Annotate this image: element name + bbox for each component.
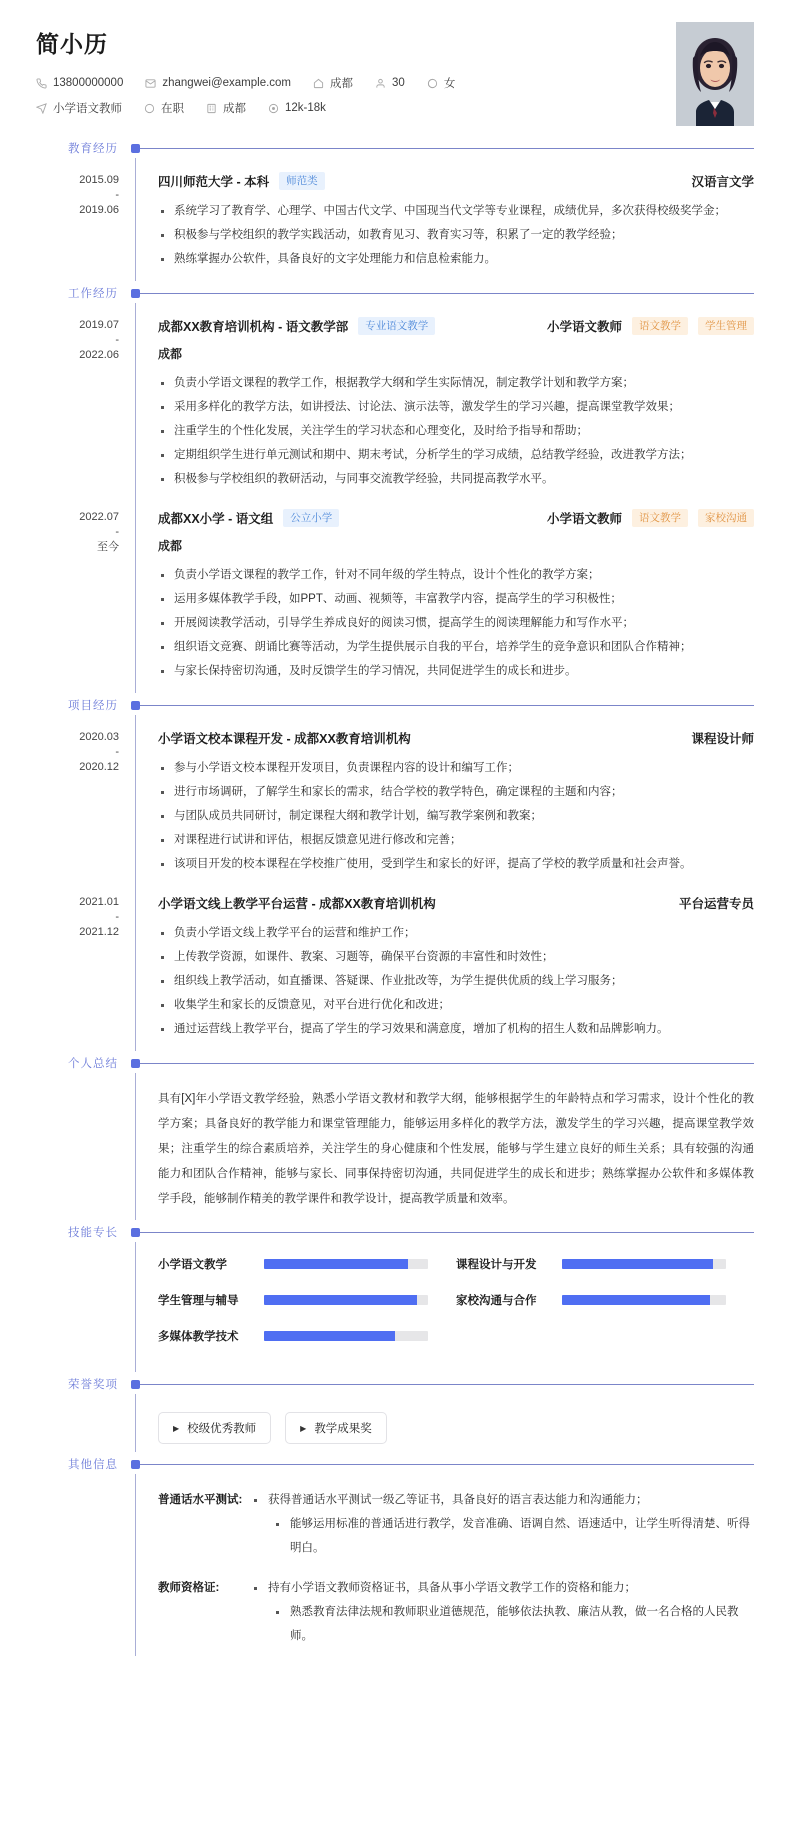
- section-education-head: [68, 140, 794, 158]
- section-work-body: [79, 303, 794, 693]
- entry-bullets: [158, 199, 754, 271]
- contact-city: [313, 75, 353, 91]
- entry-location: 成都: [158, 347, 183, 361]
- honor-chip[interactable]: [285, 1412, 387, 1444]
- entry-head-right: [691, 729, 754, 747]
- other-info-body: [250, 1576, 754, 1648]
- honor-chip[interactable]: [158, 1412, 271, 1444]
- entry-role: 平台运营专员: [678, 897, 754, 911]
- other-info-label: 普通话水平测试:: [158, 1494, 243, 1506]
- section-education-label: 教育经历: [68, 143, 118, 155]
- entry-title: 成都XX教育培训机构 - 语文教学部: [158, 320, 349, 334]
- honor-list: [158, 1408, 754, 1444]
- entry-tag: 专业语文教学: [358, 317, 435, 335]
- entry-location: 成都: [158, 539, 183, 553]
- work-entry: [79, 317, 754, 491]
- contact-email: [145, 77, 291, 89]
- other-info-body: [250, 1488, 754, 1560]
- entry-head: [158, 509, 754, 527]
- bullet-item: 与家长保持密切沟通，及时反馈学生的学习情况，共同促进学生的成长和进步。: [158, 659, 754, 683]
- mail-icon: [145, 78, 156, 89]
- bullet-item: 获得普通话水平测试一级乙等证书，具备良好的语言表达能力和沟通能力；: [250, 1488, 754, 1512]
- entry-head-left: [158, 317, 435, 335]
- skill-label: 家校沟通与合作: [456, 1295, 537, 1307]
- bullet-item: 负责小学语文课程的教学工作，根据教学大纲和学生实际情况，制定教学计划和教学方案；: [158, 371, 754, 395]
- entry-tag: 公立小学: [283, 509, 339, 527]
- entry-head-right: [547, 317, 754, 335]
- entry-bullets: [158, 756, 754, 876]
- skill-label: 学生管理与辅导: [158, 1295, 239, 1307]
- building-icon: [206, 103, 217, 114]
- section-honors-label: 荣誉奖项: [68, 1379, 118, 1391]
- contact-city-text: 成都: [330, 78, 354, 90]
- bullet-item: 组织线上教学活动，如直播课、答疑课、作业批改等，为学生提供优质的线上学习服务；: [158, 969, 754, 993]
- job-intent-text: 小学语文教师: [53, 103, 122, 115]
- entry-head-right: [679, 894, 754, 912]
- skill-progress-fill: [264, 1295, 417, 1305]
- bullet-item: 上传教学资源，如课件、教案、习题等，确保平台资源的丰富性和时效性；: [158, 945, 754, 969]
- skill-progress-track: [264, 1331, 428, 1341]
- section-divider: [135, 1384, 754, 1385]
- project-entry: [79, 894, 754, 1041]
- skill-progress-track: [562, 1295, 726, 1305]
- bullet-item: 系统学习了教育学、心理学、中国古代文学、中国现当代文学等专业课程，成绩优异，多次获得校级奖学金；: [158, 199, 754, 223]
- user-icon: [375, 78, 386, 89]
- section-other-label: 其他信息: [68, 1459, 118, 1471]
- bullet-item: 开展阅读教学活动，引导学生养成良好的阅读习惯，提高学生的阅读理解能力和写作水平；: [158, 611, 754, 635]
- bullet-item: 收集学生和家长的反馈意见，对平台进行优化和改进；: [158, 993, 754, 1017]
- bullet-item: 持有小学语文教师资格证书，具备从事小学语文教学工作的资格和能力；: [250, 1576, 754, 1600]
- section-divider: [135, 1464, 754, 1465]
- section-divider: [135, 1232, 754, 1233]
- section-projects: [0, 697, 794, 1051]
- entry-role: 小学语文教师: [546, 320, 622, 334]
- skill-progress-track: [562, 1259, 726, 1269]
- entry-major: 汉语言文学: [691, 175, 754, 189]
- section-marker-icon: [131, 289, 140, 298]
- section-marker-icon: [131, 1059, 140, 1068]
- entry-bullets: [158, 921, 754, 1041]
- entry-head-left: [158, 509, 339, 527]
- section-marker-icon: [131, 144, 140, 153]
- phone-icon: [36, 78, 47, 89]
- bullet-item: 熟练掌握办公软件，具备良好的文字处理能力和信息检索能力。: [158, 247, 754, 271]
- section-marker-icon: [131, 1460, 140, 1469]
- section-education: [0, 140, 794, 281]
- entry-head-left: [158, 894, 436, 912]
- contact-age: [375, 77, 405, 89]
- contact-gender-text: 女: [443, 78, 456, 90]
- section-divider: [135, 1063, 754, 1064]
- other-info-item: [158, 1576, 754, 1648]
- skill-item: [456, 1292, 754, 1308]
- bullet-item: 进行市场调研，了解学生和家长的需求，结合学校的教学特色，确定课程的主题和内容；: [158, 780, 754, 804]
- section-skills: [0, 1224, 794, 1372]
- entry-title: 小学语文校本课程开发 - 成都XX教育培训机构: [158, 732, 411, 746]
- entry-skill-tag: 语文教学: [632, 317, 688, 335]
- avatar-photo: [676, 22, 754, 126]
- bullet-item: 运用多媒体教学手段，如PPT、动画、视频等，丰富教学内容，提高学生的学习积极性；: [158, 587, 754, 611]
- section-divider: [135, 293, 754, 294]
- entry-title: 四川师范大学 - 本科: [158, 175, 270, 189]
- entry-role: 课程设计师: [691, 732, 754, 746]
- salary-text: 12k-18k: [285, 102, 326, 114]
- resume-header: [0, 0, 794, 136]
- section-divider: [135, 705, 754, 706]
- entry-dates: 2019.07 - 2022.06: [79, 319, 119, 361]
- salary-icon: [268, 103, 279, 114]
- other-info-label: 教师资格证:: [158, 1582, 220, 1594]
- bullet-item: 定期组织学生进行单元测试和期中、期末考试，分析学生的学习成绩，总结教学经验，改进教学方法；: [158, 443, 754, 467]
- section-projects-body: [79, 715, 794, 1051]
- skill-item: [456, 1256, 754, 1272]
- bullet-item: 组织语文竞赛、朗诵比赛等活动，为学生提供展示自我的平台，培养学生的竞争意识和团队合作精神；: [158, 635, 754, 659]
- entry-head: [158, 729, 754, 747]
- section-marker-icon: [131, 701, 140, 710]
- entry-bullets: [158, 563, 754, 683]
- section-summary-label: 个人总结: [68, 1058, 118, 1070]
- bullet-item: 该项目开发的校本课程在学校推广使用，受到学生和家长的好评，提高了学校的教学质量和社会声誉。: [158, 852, 754, 876]
- section-marker-icon: [131, 1228, 140, 1237]
- page-title: 简小历: [36, 31, 108, 57]
- entry-head-left: [158, 172, 325, 190]
- honor-label: 教学成果奖: [314, 1423, 372, 1435]
- section-projects-head: [68, 697, 794, 715]
- section-summary: [0, 1055, 794, 1220]
- other-info-item: [158, 1488, 754, 1560]
- entry-head-right: [547, 509, 754, 527]
- section-summary-body: [135, 1073, 794, 1220]
- bullet-item: 积极参与学校组织的教研活动，与同事交流教学经验，共同提高教学水平。: [158, 467, 754, 491]
- skills-grid: [158, 1256, 754, 1364]
- section-divider: [135, 148, 754, 149]
- entry-dates: 2021.01 - 2021.12: [79, 896, 119, 938]
- job-status: [144, 100, 184, 116]
- project-entry: [79, 729, 754, 876]
- bullet-item: 参与小学语文校本课程开发项目，负责课程内容的设计和编写工作；: [158, 756, 754, 780]
- skill-label: 小学语文教学: [158, 1259, 227, 1271]
- education-entry: [79, 172, 754, 271]
- bullet-item: 负责小学语文线上教学平台的运营和维护工作；: [158, 921, 754, 945]
- skill-progress-track: [264, 1295, 428, 1305]
- contact-email-text: zhangwei@example.com: [162, 77, 292, 89]
- section-skills-head: [68, 1224, 794, 1242]
- section-honors-body: [135, 1394, 794, 1452]
- section-projects-label: 项目经历: [68, 700, 118, 712]
- bullet-item: 与团队成员共同研讨，制定课程大纲和教学计划，编写教学案例和教案；: [158, 804, 754, 828]
- entry-dates: 2015.09 - 2019.06: [79, 174, 119, 216]
- section-work: [0, 285, 794, 693]
- section-other-body: [135, 1474, 794, 1656]
- entry-title: 成都XX小学 - 语文组: [158, 512, 274, 526]
- job-status-text: 在职: [161, 103, 184, 115]
- contact-gender: [427, 75, 456, 91]
- section-honors: [0, 1376, 794, 1452]
- send-icon: [36, 103, 47, 114]
- skill-label: 课程设计与开发: [456, 1259, 537, 1271]
- entry-tag: 师范类: [279, 172, 325, 190]
- section-skills-label: 技能专长: [68, 1227, 118, 1239]
- caret-right-icon: ▶: [173, 1423, 180, 1433]
- bullet-item: 能够运用标准的普通话进行教学，发音准确、语调自然、语速适中，让学生听得清楚、听得明白。: [250, 1512, 754, 1560]
- skill-label: 多媒体教学技术: [158, 1331, 239, 1343]
- header-left: [36, 22, 676, 125]
- section-marker-icon: [131, 1380, 140, 1389]
- entry-head-right: [691, 172, 754, 190]
- section-other-head: [68, 1456, 794, 1474]
- skill-progress-track: [264, 1259, 428, 1269]
- section-education-body: [79, 158, 794, 281]
- job-city: [206, 100, 246, 116]
- gender-icon: [427, 78, 438, 89]
- bullet-item: 负责小学语文课程的教学工作，针对不同年级的学生特点，设计个性化的教学方案；: [158, 563, 754, 587]
- summary-text: 具有[X]年小学语文教学经验，熟悉小学语文教材和教学大纲，能够根据学生的年龄特点和学习需求，设计个性化的教学方案；具备良好的教学能力和课堂管理能力，能够运用多样化的教学方法，激发学生的学习兴趣，提高课堂教学效果；注重学生的综合素质培养，关注学生的身心健康和个性发展，能够与学生建立良好的师生关系；具有较强的沟通能力和团队合作精神，能够与家长、同事保持密切沟通，共同促进学生的成长和进步；熟练掌握办公软件和多媒体教学手段，能够制作精美的教学课件和教学设计，提高教学质量和效率。: [158, 1093, 754, 1205]
- section-skills-body: [135, 1242, 794, 1372]
- entry-role: 小学语文教师: [546, 512, 622, 526]
- skill-item: [158, 1328, 456, 1344]
- bullet-item: 采用多样化的教学方法，如讲授法、讨论法、演示法等，激发学生的学习兴趣，提高课堂教学效果；: [158, 395, 754, 419]
- honor-label: 校级优秀教师: [187, 1423, 257, 1435]
- section-summary-head: [68, 1055, 794, 1073]
- job-city-text: 成都: [223, 103, 246, 115]
- contact-phone: [36, 77, 123, 89]
- work-entry: [79, 509, 754, 683]
- bullet-item: 熟悉教育法律法规和教师职业道德规范，能够依法执教、廉洁从教，做一名合格的人民教师。: [250, 1600, 754, 1648]
- entry-skill-tag: 家校沟通: [698, 509, 754, 527]
- bullet-item: 通过运营线上教学平台，提高了学生的学习效果和满意度，增加了机构的招生人数和品牌影响力。: [158, 1017, 754, 1041]
- bullet-item: 对课程进行试讲和评估，根据反馈意见进行修改和完善；: [158, 828, 754, 852]
- entry-dates: 2022.07 - 至今: [79, 511, 119, 553]
- section-honors-head: [68, 1376, 794, 1394]
- entry-head: [158, 894, 754, 912]
- bullet-item: 注重学生的个性化发展，关注学生的学习状态和心理变化，及时给予指导和帮助；: [158, 419, 754, 443]
- entry-skill-tag: 学生管理: [698, 317, 754, 335]
- avatar: [676, 22, 754, 126]
- section-other: [0, 1456, 794, 1656]
- entry-bullets: [158, 371, 754, 491]
- entry-head: [158, 317, 754, 335]
- bullet-item: 积极参与学校组织的教学实践活动，如教育见习、教育实习等，积累了一定的教学经验；: [158, 223, 754, 247]
- skill-progress-fill: [264, 1259, 408, 1269]
- entry-title: 小学语文线上教学平台运营 - 成都XX教育培训机构: [158, 897, 436, 911]
- caret-right-icon: ▶: [300, 1423, 307, 1433]
- section-work-label: 工作经历: [68, 288, 118, 300]
- contact-row-1: [36, 75, 676, 91]
- skill-item: [158, 1256, 456, 1272]
- home-icon: [313, 78, 324, 89]
- job-intent: [36, 100, 122, 116]
- entry-head-left: [158, 729, 411, 747]
- contact-row-2: [36, 100, 676, 116]
- skill-progress-fill: [562, 1259, 713, 1269]
- contact-age-text: 30: [392, 77, 405, 89]
- entry-dates: 2020.03 - 2020.12: [79, 731, 119, 773]
- entry-skill-tag: 语文教学: [632, 509, 688, 527]
- skill-progress-fill: [264, 1331, 395, 1341]
- salary-expectation: [268, 102, 326, 114]
- contact-phone-text: 13800000000: [53, 77, 124, 89]
- status-icon: [144, 103, 155, 114]
- section-work-head: [68, 285, 794, 303]
- entry-head: [158, 172, 754, 190]
- skill-item: [158, 1292, 456, 1308]
- skill-progress-fill: [562, 1295, 710, 1305]
